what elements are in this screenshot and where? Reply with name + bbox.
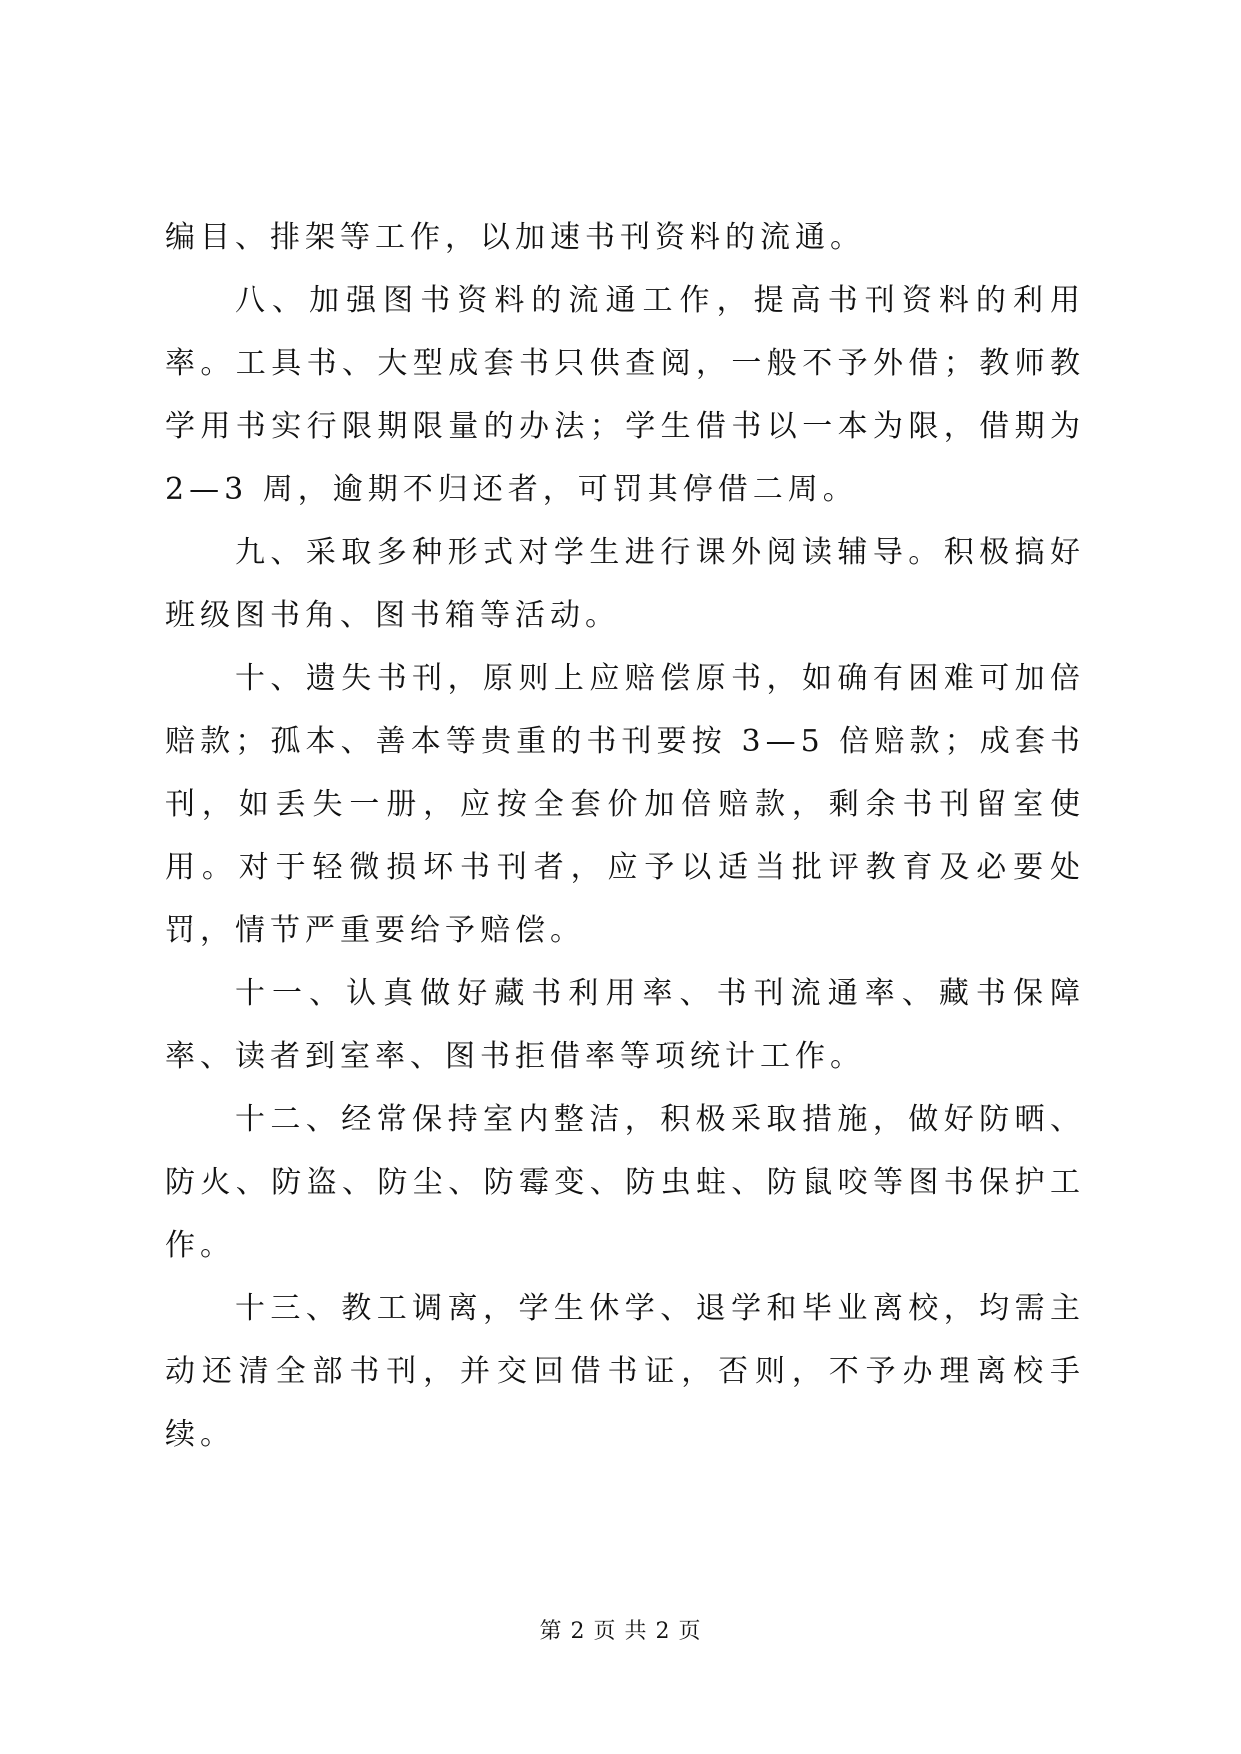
paragraph-item-9: 九、采取多种形式对学生进行课外阅读辅导。积极搞好班级图书角、图书箱等活动。 [165, 535, 1085, 633]
document-body [165, 206, 1085, 1466]
paragraph-item-12: 十二、经常保持室内整洁，积极采取措施，做好防晒、防火、防盗、防尘、防霉变、防虫蛀、防鼠咬等图书保护工作。 [165, 1102, 1085, 1263]
paragraph-continuation: 编目、排架等工作，以加速书刊资料的流通。 [165, 220, 865, 255]
page-number-footer: 第 2 页 共 2 页 [539, 1619, 702, 1644]
paragraph-item-8: 八、加强图书资料的流通工作，提高书刊资料的利用率。工具书、大型成套书只供查阅，一般不予外借；教师教学用书实行限期限量的办法；学生借书以一本为限，借期为 2—3 周，逾期不归还者，可罚其停借二周。 [165, 283, 1085, 507]
paragraph-item-11: 十一、认真做好藏书利用率、书刊流通率、藏书保障率、读者到室率、图书拒借率等项统计工作。 [165, 976, 1085, 1074]
paragraph-item-10: 十、遗失书刊，原则上应赔偿原书，如确有困难可加倍赔款；孤本、善本等贵重的书刊要按 3—5 倍赔款；成套书刊，如丢失一册，应按全套价加倍赔款，剩余书刊留室使用。对于轻微损坏书刊者，应予以适当批评教育及必要处罚，情节严重要给予赔偿。 [165, 661, 1085, 948]
paragraph-item-13: 十三、教工调离，学生休学、退学和毕业离校，均需主动还清全部书刊，并交回借书证，否则，不予办理离校手续。 [165, 1291, 1085, 1452]
